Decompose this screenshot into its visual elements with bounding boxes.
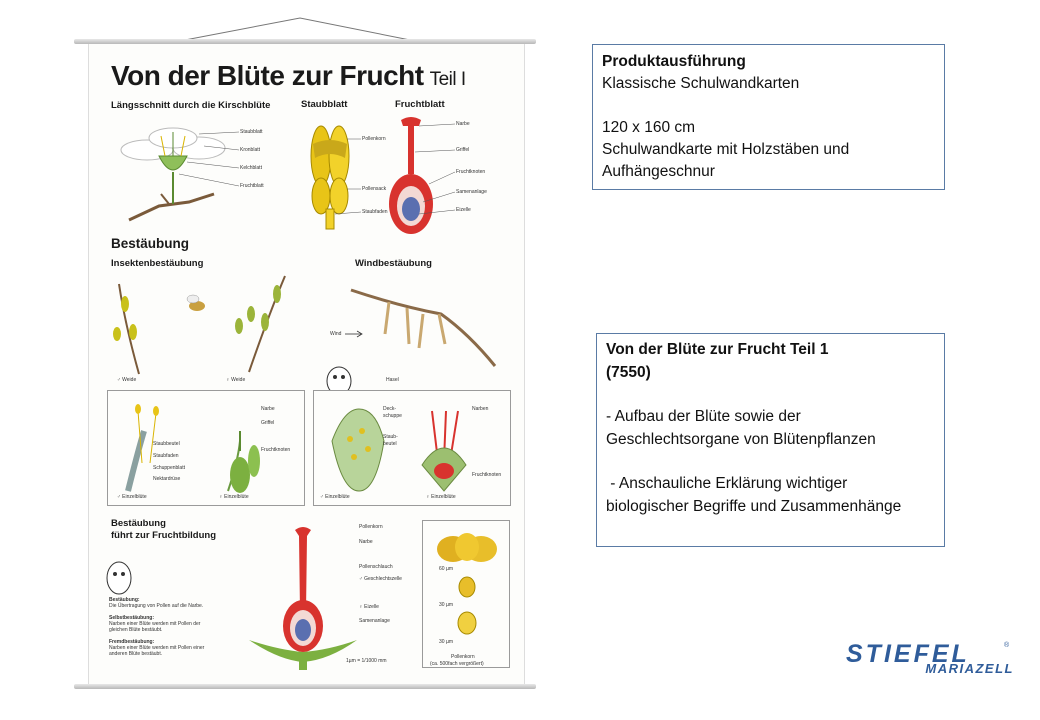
- label-deck: Deck-: [383, 406, 397, 412]
- label-samenanlage-2: Samenanlage: [359, 618, 390, 624]
- product-type: Klassische Schulwandkarten: [602, 75, 800, 92]
- description-code: (7550): [606, 363, 651, 381]
- note-line: Narben einer Blüte werden mit Pollen einer: [109, 645, 205, 651]
- label-griffel: Griffel: [456, 147, 470, 153]
- label-fruchtknoten-hasel: Fruchtknoten: [472, 472, 502, 478]
- logo-sub: MARIAZELL: [925, 661, 1014, 676]
- section-bestaeubung: Bestäubung: [111, 236, 190, 251]
- description-title: Von der Blüte zur Frucht Teil 1: [606, 341, 829, 358]
- note-line: anderen Blüte bestäubt.: [109, 651, 163, 657]
- label-pollenkorn-3: Pollenkorn: [451, 654, 475, 660]
- hazel-drawing: [345, 290, 495, 366]
- note-line: Narben einer Blüte werden mit Pollen der: [109, 621, 201, 627]
- chart-title-part: Teil I: [429, 69, 466, 90]
- label-narbe-weide: Narbe: [261, 406, 275, 412]
- label-eizelle-2: ♀ Eizelle: [359, 604, 379, 610]
- section-frucht-2: führt zur Fruchtbildung: [111, 530, 217, 541]
- label-30-um-1: 30 µm: [439, 602, 453, 608]
- label-pollensack: Pollensack: [362, 186, 387, 192]
- section-wind: Windbestäubung: [355, 258, 432, 269]
- label-narben: Narben: [472, 406, 489, 412]
- label-pollenkorn-2: Pollenkorn: [359, 524, 383, 530]
- chart-title: Von der Blüte zur Frucht Teil I: [111, 60, 466, 91]
- label-wind: Wind: [330, 331, 342, 337]
- label-pollenschlauch: Pollenschlauch: [359, 564, 393, 570]
- label-kronblatt: Kronblatt: [240, 147, 261, 153]
- wall-chart: [88, 44, 525, 684]
- note-line: gleichen Blüte bestäubt.: [109, 627, 163, 633]
- label-einzelbluete-hasel-male: ♂ Einzelblüte: [320, 494, 350, 500]
- label-beutel: beutel: [383, 441, 397, 447]
- label-fruchtknoten: Fruchtknoten: [456, 169, 486, 175]
- label-60-um: 60 µm: [439, 566, 453, 572]
- section-laengsschnitt: Längsschnitt durch die Kirschblüte: [111, 100, 271, 111]
- note-line: Bestäubung:: [109, 597, 140, 603]
- label-einzelbluete-hasel-female: ♀ Einzelblüte: [426, 494, 456, 500]
- pollen-box: [422, 520, 510, 668]
- label-eizelle: Eizelle: [456, 207, 471, 213]
- label-weide-male: ♂ Weide: [117, 377, 137, 383]
- pistil-drawing: [389, 117, 455, 234]
- label-30-um-2: 30 µm: [439, 639, 453, 645]
- note-line: Fremdbestäubung:: [109, 639, 155, 645]
- product-info-box: [592, 44, 945, 190]
- label-narbe: Narbe: [456, 121, 470, 127]
- logo-main: STIEFEL: [846, 640, 970, 668]
- label-hasel: Hasel: [386, 377, 399, 383]
- fertilisation-drawing: [239, 520, 369, 670]
- label-geschlechtszelle: ♂ Geschlechtszelle: [359, 576, 402, 582]
- stiefel-logo: [846, 640, 1016, 680]
- cherry-blossom-drawing: [121, 128, 239, 220]
- label-griffel-weide: Griffel: [261, 420, 275, 426]
- description-bullet-1-cont: Geschlechtsorgane von Blütenpflanzen: [606, 430, 876, 448]
- label-micrometer: 1µm = 1/1000 mm: [346, 658, 387, 664]
- section-frucht-1: Bestäubung: [111, 518, 166, 529]
- bottom-rod: [74, 684, 536, 689]
- label-nektardruese: Nektardrüse: [153, 476, 181, 482]
- label-vergroessert: (ca. 500fach vergrößert): [430, 661, 484, 667]
- description-bullet-2-cont: biologischer Begriffe und Zusammenhänge: [606, 497, 902, 515]
- label-schuppe: schuppe: [383, 413, 402, 419]
- product-detail-1: Schulwandkarte mit Holzstäben und: [602, 141, 850, 158]
- section-staubblatt: Staubblatt: [301, 99, 348, 110]
- description-box: [596, 333, 945, 547]
- willow-drawing: [113, 276, 285, 374]
- label-staub: Staub-: [383, 434, 398, 440]
- section-fruchtblatt: Fruchtblatt: [395, 99, 445, 110]
- description-bullet-1: - Aufbau der Blüte sowie der: [606, 408, 801, 425]
- description-bullet-2: - Anschauliche Erklärung wichtiger: [606, 475, 848, 492]
- label-narbe-2: Narbe: [359, 539, 373, 545]
- label-weide-female: ♀ Weide: [226, 377, 246, 383]
- label-pollenkorn: Pollenkorn: [362, 136, 386, 142]
- note-line: Die Übertragung von Pollen auf die Narbe.: [109, 603, 204, 609]
- label-kelchblatt: Kelchblatt: [240, 165, 262, 171]
- notes-block: [109, 597, 239, 657]
- label-einzelbluete-male: ♂ Einzelblüte: [117, 494, 147, 500]
- label-einzelbluete-female: ♀ Einzelblüte: [219, 494, 249, 500]
- product-size: 120 x 160 cm: [602, 119, 696, 136]
- label-fruchtknoten-weide: Fruchtknoten: [261, 447, 291, 453]
- label-staubfaden-weide: Staubfaden: [153, 453, 179, 459]
- label-staubfaden: Staubfaden: [362, 209, 388, 215]
- label-schuppenblatt: Schuppenblatt: [153, 465, 185, 471]
- logo-registered: ®: [1004, 642, 1010, 649]
- label-samenanlage: Samenanlage: [456, 189, 487, 195]
- anther-drawing: [311, 126, 361, 229]
- label-fruchtblatt: Fruchtblatt: [240, 183, 264, 189]
- section-insekten: Insektenbestäubung: [111, 258, 204, 269]
- label-staubblatt: Staubblatt: [240, 129, 263, 135]
- product-heading: Produktausführung: [602, 53, 746, 70]
- product-detail-2: Aufhängeschnur: [602, 163, 715, 180]
- label-staubbeutel: Staubbeutel: [153, 441, 180, 447]
- note-line: Selbstbestäubung:: [109, 615, 155, 621]
